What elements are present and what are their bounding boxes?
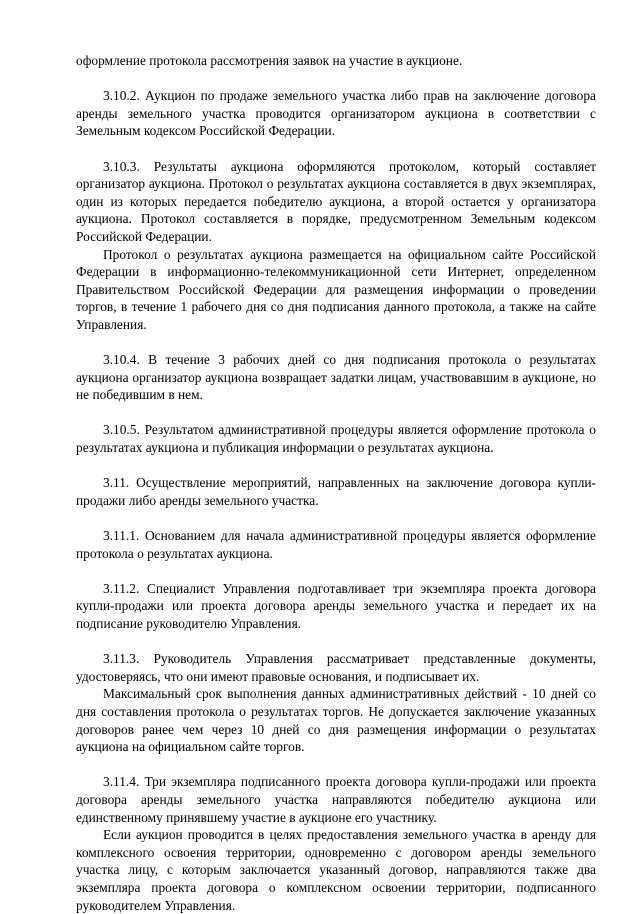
paragraph-3-11-3: 3.11.3. Руководитель Управления рассматривает представленные документы, удостоверяясь, что они имеют правовые основания, и подписывает их. [76, 651, 596, 684]
paragraph-spacer [76, 334, 596, 352]
paragraph: оформление протокола рассмотрения заявок на участие в аукционе. [76, 53, 463, 68]
paragraph-spacer [76, 562, 596, 580]
paragraph-spacer [76, 140, 596, 158]
paragraph-3-11-4: 3.11.4. Три экземпляра подписанного проекта договора купли-продажи или проекта договора аренды земельного участка направляются победителю аукциона или единственному принявшему участие в аукционе его участнику. [76, 774, 596, 825]
paragraph-3-10-2: 3.10.2. Аукцион по продаже земельного участка либо прав на заключение договора аренды земельного участка проводится организатором аукциона в соответствии с Земельным кодексом Российской Федерации. [76, 88, 596, 139]
paragraph-max-term: Максимальный срок выполнения данных административных действий - 10 дней со дня составления протокола о результатах торгов. Не допускается заключение указанных договоров ранее чем через 10 дней со дня размещения информации о результатах аукциона на официальном сайте торгов. [76, 686, 596, 755]
paragraph-3-10-3: 3.10.3. Результаты аукциона оформляются протоколом, который составляет организатор аукциона. Протокол о результатах аукциона составляется в двух экземплярах, один из которых передается победителю аукциона, а второй остается у организатора аукциона. Протокол составляется в порядке, предусмотренном Земельным кодексом Российской Федерации. [76, 158, 596, 244]
paragraph-complex-development: Если аукцион проводится в целях предоставления земельного участка в аренду для комплексного освоения территории, одновременно с договором аренды земельного участка лицу, с которым заключается указанный договор, направляются также два экземпляра проекта договора о комплексном освоении территории, подписанного руководителем Управления. [76, 827, 596, 913]
paragraph-3-11-1: 3.11.1. Основанием для начала административной процедуры является оформление протокола о результатах аукциона. [76, 528, 596, 561]
paragraph-spacer [76, 509, 596, 527]
paragraph-spacer [76, 404, 596, 422]
paragraph-spacer [76, 457, 596, 475]
paragraph-spacer [76, 70, 596, 88]
paragraph-3-11: 3.11. Осуществление мероприятий, направленных на заключение договора купли-продажи либо аренды земельного участка. [76, 475, 596, 508]
paragraph-3-10-5: 3.10.5. Результатом административной процедуры является оформление протокола о результатах аукциона и публикация информации о результатах аукциона. [76, 422, 596, 456]
paragraph-3-10-4: 3.10.4. В течение 3 рабочих дней со дня подписания протокола о результатах аукциона организатор аукциона возвращает задатки лицам, участвовавшим в аукционе, но не победившим в нем. [76, 352, 596, 403]
paragraph-spacer [76, 756, 596, 774]
paragraph-protocol-publication: Протокол о результатах аукциона размещается на официальном сайте Российской Федерации в информационно-телекоммуникационной сети Интернет, определенном Правительством Российской Федерации для размещения информации о проведении торгов, в течение 1 рабочего дня со дня подписания данного протокола, а также на сайте Управления. [76, 246, 596, 332]
document-page [76, 52, 596, 914]
paragraph-3-11-2: 3.11.2. Специалист Управления подготавливает три экземпляра проекта договора купли-продажи или проекта договора аренды земельного участка и передает их на подписание руководителю Управления. [76, 580, 596, 631]
paragraph-spacer [76, 633, 596, 651]
